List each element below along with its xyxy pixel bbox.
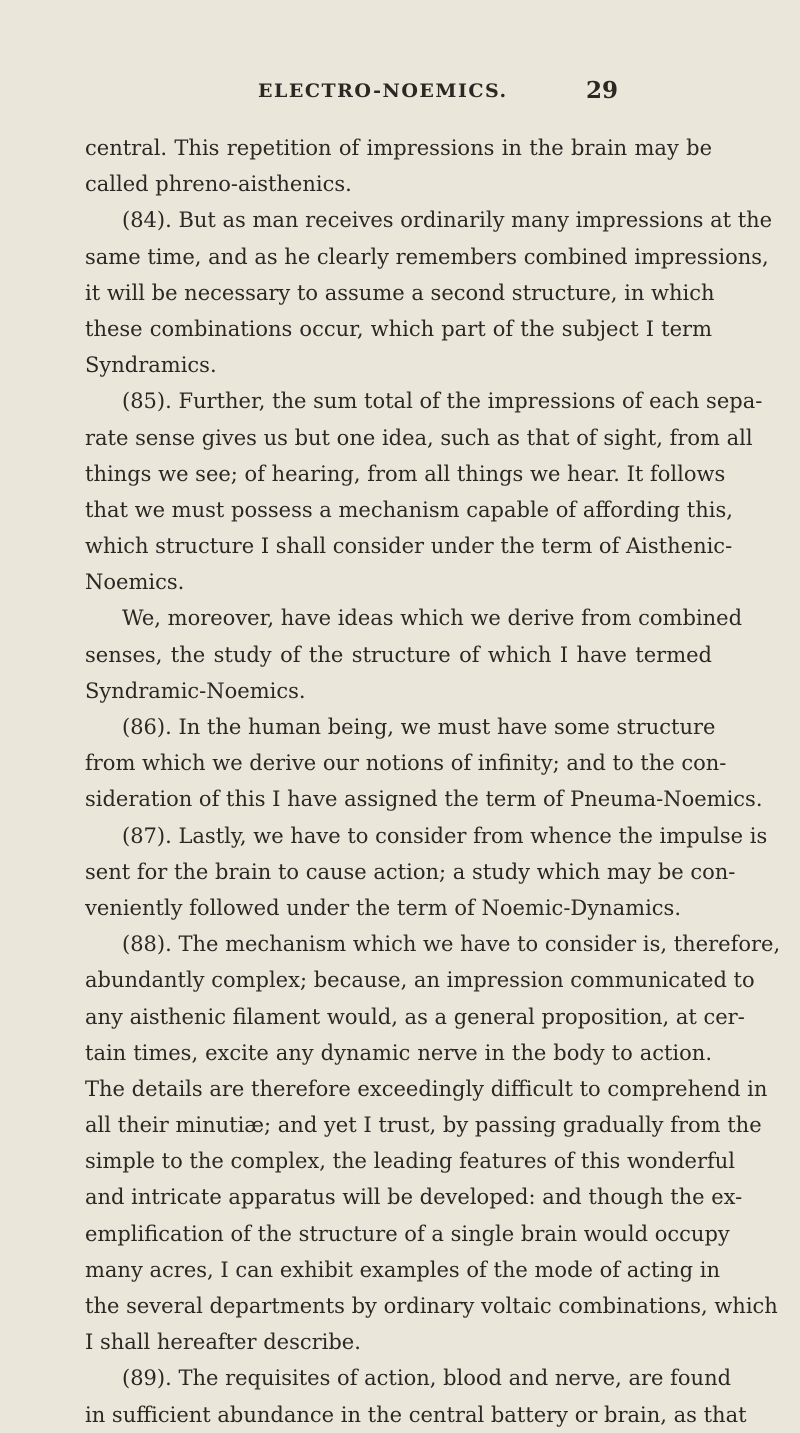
text-line: We, moreover, have ideas which we derive from combined — [122, 606, 743, 631]
text-line: it will be necessary to assume a second structure, in which — [85, 280, 715, 305]
text-line: same time, and as he clearly remembers combined impressions, — [85, 244, 769, 269]
text-line: simple to the complex, the leading features of this wonderful — [85, 1149, 736, 1174]
text-line: that we must possess a mechanism capable of affording this, — [85, 497, 733, 522]
text-line: any aisthenic filament would, as a general proposition, at cer- — [85, 1004, 745, 1029]
running-title: ELECTRO-NOEMICS. — [258, 80, 508, 102]
text-line: (88). The mechanism which we have to consider is, therefore, — [122, 932, 781, 957]
text-line: tain times, excite any dynamic nerve in the body to action. — [85, 1040, 712, 1065]
text-line: which structure I shall consider under the term of Aisthenic- — [85, 534, 733, 559]
text-line: these combinations occur, which part of the subject I term — [85, 316, 712, 341]
text-line: emplification of the structure of a single brain would occupy — [85, 1221, 730, 1246]
text-line: many acres, I can exhibit examples of the mode of acting in — [85, 1257, 721, 1282]
text-line: (89). The requisites of action, blood and nerve, are found — [122, 1366, 732, 1391]
text-line: senses, the study of the structure of which I have termed — [85, 642, 712, 667]
text-line: all their minutiæ; and yet I trust, by passing gradually from the — [85, 1113, 762, 1138]
text-line: from which we derive our notions of infinity; and to the con- — [85, 751, 727, 776]
text-line: I shall hereafter describe. — [85, 1330, 361, 1355]
text-line: Syndramics. — [85, 353, 217, 378]
text-line: (84). But as man receives ordinarily many impressions at the — [122, 208, 773, 233]
text-line: and intricate apparatus will be developed: and though the ex- — [85, 1185, 743, 1210]
text-line: in sufficient abundance in the central battery or brain, as that — [85, 1402, 747, 1427]
text-line: sent for the brain to cause action; a study which may be con- — [85, 859, 736, 884]
text-line: veniently followed under the term of Noemic-Dynamics. — [85, 895, 681, 920]
text-line: Noemics. — [85, 570, 185, 595]
text-line: (85). Further, the sum total of the impressions of each sepa- — [122, 389, 763, 414]
text-line: things we see; of hearing, from all things we hear. It follows — [85, 461, 726, 486]
running-head — [0, 77, 800, 110]
text-line: rate sense gives us but one idea, such as that of sight, from all — [85, 425, 753, 450]
text-line: sideration of this I have assigned the term of Pneuma-Noemics. — [85, 787, 763, 812]
text-line: called phreno-aisthenics. — [85, 172, 352, 197]
text-line: abundantly complex; because, an impression communicated to — [85, 968, 755, 993]
text-line: the several departments by ordinary voltaic combinations, which — [85, 1294, 778, 1318]
text-line: (87). Lastly, we have to consider from whence the impulse is — [122, 823, 768, 848]
page-number: 29 — [586, 77, 619, 104]
text-line: The details are therefore exceedingly difficult to comprehend in — [85, 1076, 768, 1101]
text-line: Syndramic-Noemics. — [85, 678, 306, 703]
body-text — [85, 130, 781, 1433]
text-line: central. This repetition of impressions in the brain may be — [85, 136, 712, 160]
text-line: (86). In the human being, we must have some structure — [122, 715, 716, 739]
